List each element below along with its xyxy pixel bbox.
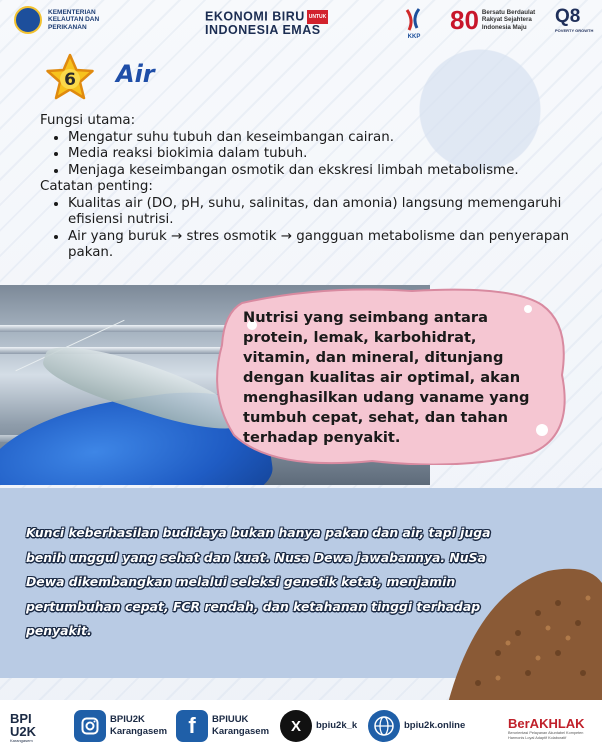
kkp-anniversary-logo-icon <box>399 6 429 40</box>
website-link[interactable] <box>368 710 465 742</box>
campaign-untuk: UNTUK <box>307 10 329 24</box>
facebook-sub: Karangasem <box>212 726 270 737</box>
instagram-sub: Karangasem <box>110 726 168 737</box>
ministry-name: KEMENTERIAN KELAUTAN DAN PERIKANAN <box>48 8 100 31</box>
section-title: Air <box>116 60 155 88</box>
catatan-list <box>40 196 580 262</box>
callout-text: Nutrisi yang seimbang antara protein, lemak, karbohidrat, vitamin, dan mineral, ditunjang dengan kualitas air optimal, akan menghasilkan udang vaname yang tumbuh cepat, sehat, dan tahan terhadap penyakit. <box>243 309 530 446</box>
instagram-icon <box>74 710 106 742</box>
x-link[interactable] <box>280 710 357 742</box>
website-url: bpiu2k.online <box>404 720 466 731</box>
facebook-link[interactable] <box>176 710 269 742</box>
org-logo-sub: Karangasem <box>10 738 33 743</box>
star-number-badge-icon <box>44 52 96 104</box>
ministry-logo-block <box>14 6 118 34</box>
content-body <box>40 113 580 262</box>
anniversary-tagline: Bersatu Berdaulat Rakyat Sejahtera Indonesia Maju <box>481 8 536 31</box>
feed-pellets-icon <box>438 563 602 703</box>
list-item: • Kualitas air (DO, pH, suhu, salinitas, dan amonia) langsung memengaruhi efisiensi nutrisi. <box>68 196 580 229</box>
berakhlak-title: BerAKHLAK <box>508 716 585 731</box>
kkp-mark: KKP <box>407 34 421 40</box>
bpiu2k-logo <box>10 712 36 743</box>
org-logo-line2: U2K <box>10 724 37 739</box>
campaign-line2: INDONESIA EMAS <box>205 23 321 37</box>
asta-sub: POVERTY GROWTH <box>555 28 594 33</box>
campaign-line1: EKONOMI BIRU <box>205 9 305 24</box>
catatan-label: Catatan penting: <box>40 179 153 194</box>
globe-icon <box>368 710 400 742</box>
list-item: • Menjaga keseimbangan osmotik dan ekskresi limbah metabolisme. <box>68 163 580 180</box>
list-item: • Media reaksi biokimia dalam tubuh. <box>68 146 580 163</box>
x-icon: X <box>280 710 312 742</box>
campaign-logo <box>205 10 328 36</box>
instagram-name: BPIU2K <box>110 714 145 725</box>
list-item: • Mengatur suhu tubuh dan keseimbangan cairan. <box>68 130 580 147</box>
fungsi-label: Fungsi utama: <box>40 113 136 128</box>
fungsi-list <box>40 130 580 180</box>
facebook-name: BPIUUK <box>212 714 249 725</box>
instagram-link[interactable] <box>74 710 167 742</box>
berakhlak-sub: Berorientasi Pelayanan Akuntabel Kompeten Harmonis Loyal Adaptif Kolaboratif <box>508 731 584 740</box>
ministry-emblem-icon <box>14 6 42 34</box>
org-logo-line1: BPI <box>10 711 32 726</box>
section-number: 6 <box>64 70 76 90</box>
asta-cita-logo: Q8 POVERTY GROWTH <box>555 6 594 33</box>
anniversary-logo <box>450 6 538 34</box>
x-handle: bpiu2k_k <box>316 720 358 731</box>
header <box>0 0 602 48</box>
list-item: • Air yang buruk → stres osmotik → gangguan metabolisme dan penyerapan pakan. <box>68 229 580 262</box>
anniversary-number: 80 <box>450 5 479 35</box>
facebook-icon: f <box>176 710 208 742</box>
banner-text: Kunci keberhasilan budidaya bukan hanya pakan dan air, tapi juga benih unggul yang sehat dan kuat. Nusa Dewa jawabannya. NuSa Dewa dikembangkan melalui seleksi genetik ketat, menjamin pertumbuhan cepat, FCR rendah, dan ketahanan tinggi terhadap penyakit. <box>26 525 491 638</box>
berakhlak-logo <box>508 716 596 740</box>
asta-mark: 8 <box>569 6 581 27</box>
